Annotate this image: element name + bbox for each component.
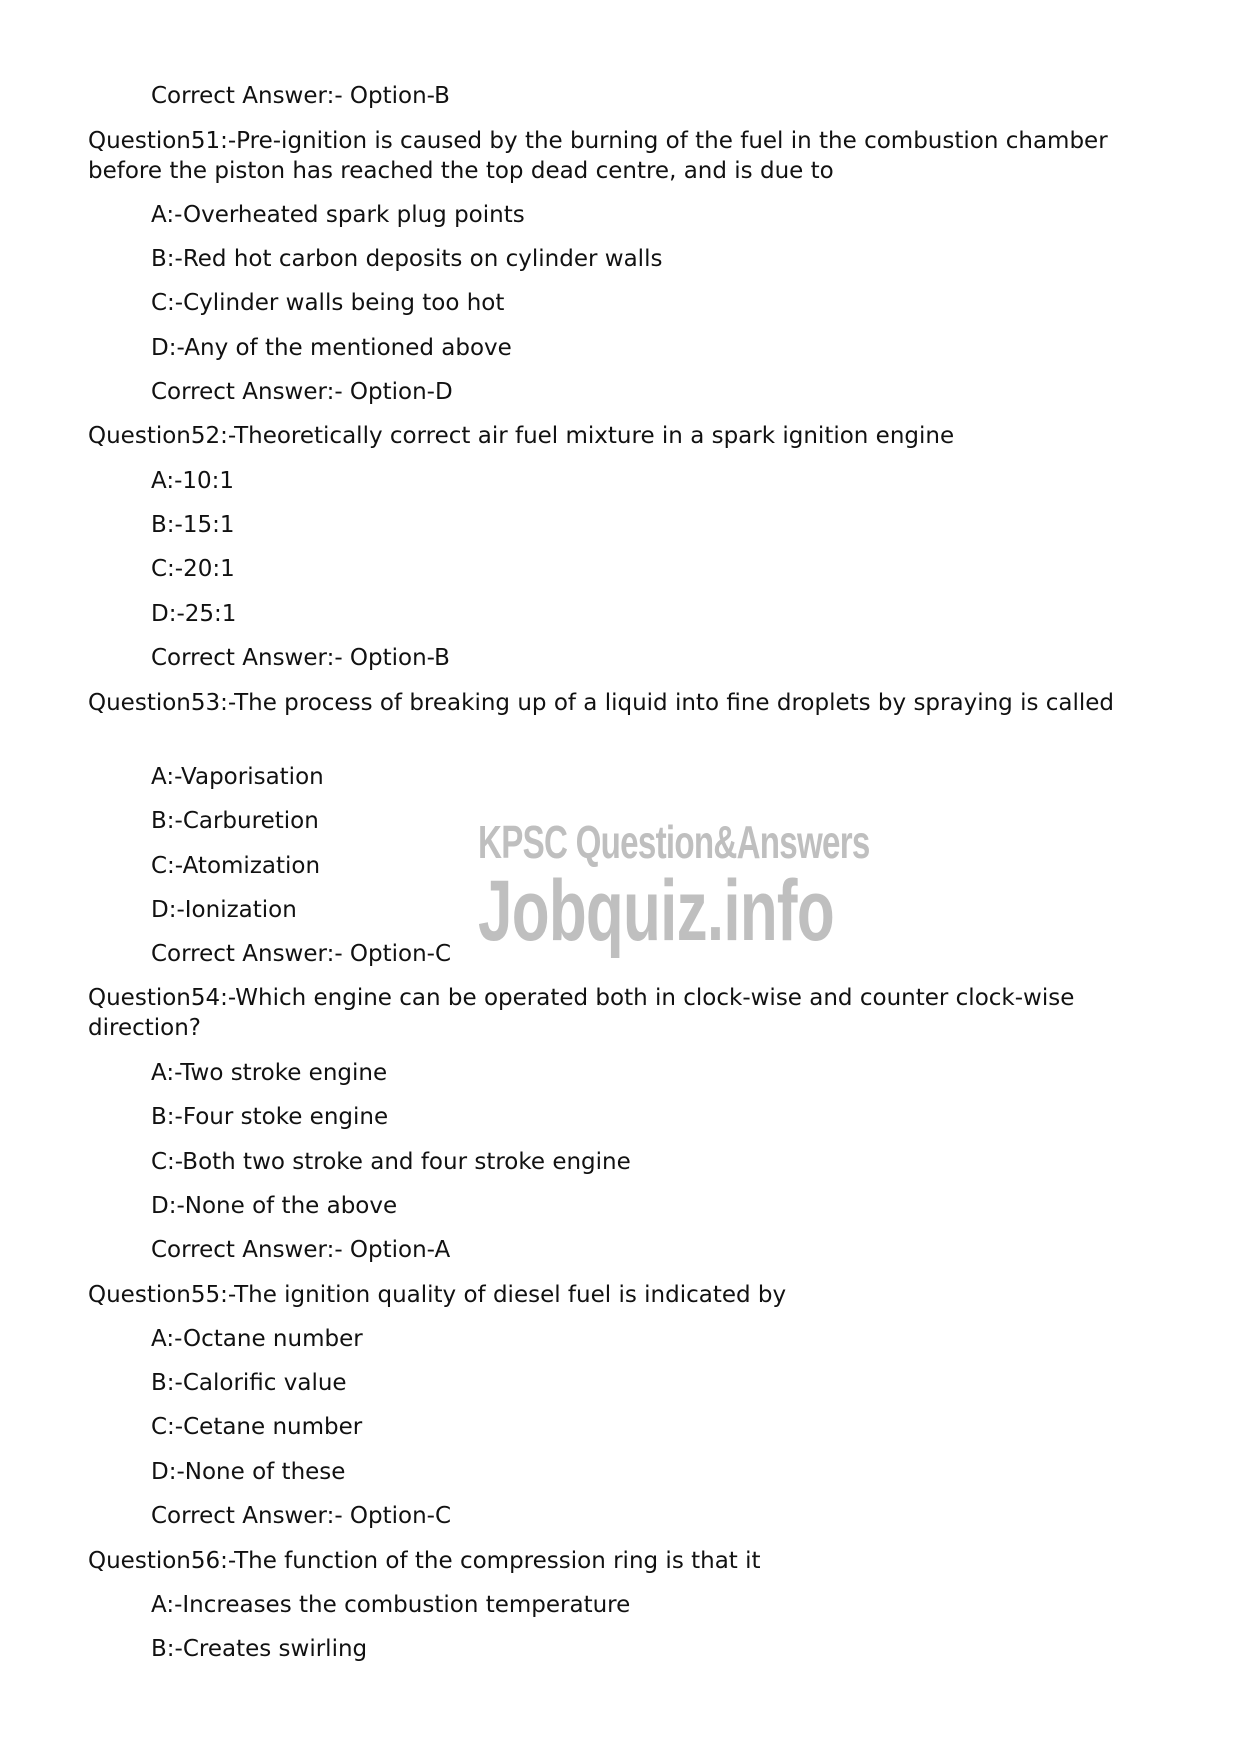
question-54-option-b: B:-Four stoke engine	[151, 1104, 389, 1130]
question-55-text: Question55:-The ignition quality of diesel fuel is indicated by	[88, 1282, 787, 1308]
question-56-option-b: B:-Creates swirling	[151, 1636, 368, 1662]
question-55-option-c: C:-Cetane number	[151, 1414, 363, 1440]
previous-correct-answer: Correct Answer:- Option-B	[151, 83, 450, 109]
question-53-option-d: D:-Ionization	[151, 897, 297, 923]
question-55-correct-answer: Correct Answer:- Option-C	[151, 1503, 452, 1529]
question-51-option-b: B:-Red hot carbon deposits on cylinder walls	[151, 246, 663, 272]
question-51-text: Question51:-Pre-ignition is caused by the burning of the fuel in the combustion chamber before the piston has reached the top dead centre, and is due to	[88, 128, 1108, 184]
watermark-line-2: Jobquiz.info	[478, 863, 834, 959]
question-53-option-a: A:-Vaporisation	[151, 764, 324, 790]
watermark	[478, 816, 870, 959]
question-56-option-a: A:-Increases the combustion temperature	[151, 1592, 631, 1618]
question-51-option-d: D:-Any of the mentioned above	[151, 335, 512, 361]
question-53-option-b: B:-Carburetion	[151, 808, 319, 834]
question-53-correct-answer: Correct Answer:- Option-C	[151, 941, 452, 967]
question-52-option-d: D:-25:1	[151, 601, 237, 627]
question-54-option-d: D:-None of the above	[151, 1193, 398, 1219]
question-52-option-a: A:-10:1	[151, 468, 235, 494]
question-52-correct-answer: Correct Answer:- Option-B	[151, 645, 450, 671]
question-54-text: Question54:-Which engine can be operated both in clock-wise and counter clock-wise direction?	[88, 985, 1075, 1041]
question-54-correct-answer: Correct Answer:- Option-A	[151, 1237, 451, 1263]
question-52-option-b: B:-15:1	[151, 512, 235, 538]
question-54-option-a: A:-Two stroke engine	[151, 1060, 388, 1086]
question-52-text: Question52:-Theoretically correct air fuel mixture in a spark ignition engine	[88, 423, 955, 449]
question-56-text: Question56:-The function of the compression ring is that it	[88, 1548, 761, 1574]
question-52-option-c: C:-20:1	[151, 556, 235, 582]
question-55-option-a: A:-Octane number	[151, 1326, 363, 1352]
question-51-option-a: A:-Overheated spark plug points	[151, 202, 525, 228]
question-53-option-c: C:-Atomization	[151, 853, 321, 879]
question-51-option-c: C:-Cylinder walls being too hot	[151, 290, 505, 316]
question-53-text: Question53:-The process of breaking up of a liquid into fine droplets by spraying is called	[88, 690, 1115, 716]
question-51-correct-answer: Correct Answer:- Option-D	[151, 379, 453, 405]
question-55-option-b: B:-Calorific value	[151, 1370, 347, 1396]
question-55-option-d: D:-None of these	[151, 1459, 346, 1485]
question-54-option-c: C:-Both two stroke and four stroke engine	[151, 1149, 631, 1175]
watermark-line-1: KPSC Question&Answers	[478, 816, 870, 868]
